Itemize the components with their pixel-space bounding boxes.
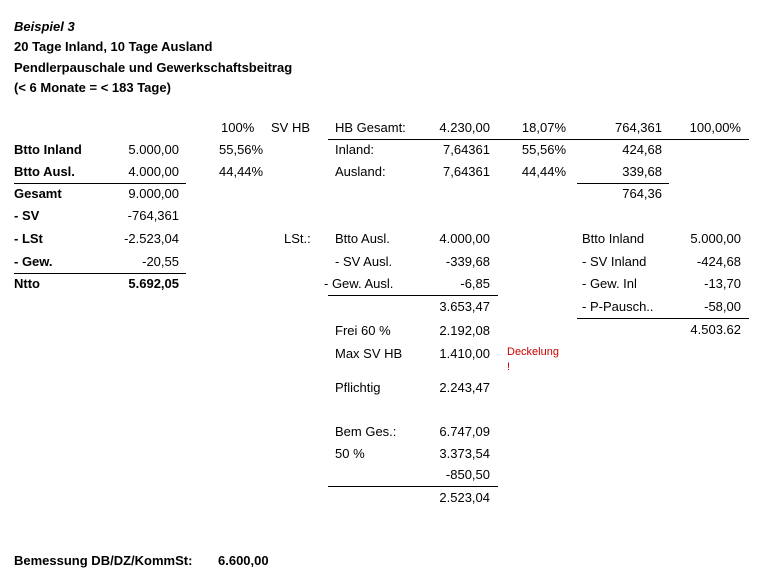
left-gew-value: -20,55 (142, 254, 179, 269)
hb-gesamt-label: HB Gesamt: (335, 120, 406, 135)
lst-btto-ausl-label: Btto Ausl. (335, 231, 390, 246)
right-sv-inland-label: - SV Inland (582, 254, 647, 269)
left-net-rule (14, 273, 186, 274)
left-ntto-value: 5.692,05 (128, 276, 179, 291)
lst-minus-value: -850,50 (445, 467, 490, 482)
header-line-3: (< 6 Monate = < 183 Tage) (14, 80, 171, 95)
mid-ausland-value: 7,64361 (443, 164, 490, 179)
mid-sv-sum: 764,36 (622, 186, 662, 201)
ratio-inland: 55,56% (219, 142, 264, 157)
lst-sv-ausl-label: - SV Ausl. (335, 254, 393, 269)
right-ppausch-label: - P-Pausch.. (582, 299, 654, 314)
lst-total: 2.523,04 (439, 490, 490, 505)
lst-max-sv-value: 1.410,00 (439, 346, 490, 361)
lst-gew-ausl-label: - Gew. Ausl. (324, 276, 394, 291)
lst-bem-label: Bem Ges.: (335, 424, 397, 439)
left-gew-label: - Gew. (14, 254, 53, 269)
left-lst-label: - LSt (14, 231, 43, 246)
lst-bem-value: 6.747,09 (439, 424, 490, 439)
right-total: 4.503.62 (690, 322, 741, 337)
lst-subtotal-rule (328, 295, 498, 296)
ratio-ausland: 44,44% (219, 164, 264, 179)
left-btto-inland-value: 5.000,00 (128, 142, 179, 157)
deckelung-exclamation: ! (507, 361, 511, 373)
left-lst-value: -2.523,04 (124, 231, 179, 246)
sv-total-value: 764,361 (615, 120, 662, 135)
right-btto-inland-value: 5.000,00 (690, 231, 741, 246)
sv-hb-label: SV HB (271, 120, 311, 135)
mid-inland-value: 7,64361 (443, 142, 490, 157)
left-gesamt-label: Gesamt (14, 186, 62, 201)
lst-sv-ausl-value: -339,68 (445, 254, 490, 269)
example-title: Beispiel 3 (14, 19, 75, 34)
left-btto-inland-label: Btto Inland (14, 142, 82, 157)
footer-label: Bemessung DB/DZ/KommSt: (14, 553, 193, 568)
right-total-rule (577, 318, 749, 319)
deckelung-note: Deckelung (507, 346, 559, 358)
hb-gesamt-value: 4.230,00 (439, 120, 490, 135)
left-gesamt-value: 9.000,00 (128, 186, 179, 201)
mid-inland-sv: 424,68 (622, 142, 662, 157)
right-gew-inl-value: -13,70 (704, 276, 741, 291)
header-line-2: Pendlerpauschale und Gewerkschaftsbeitrag (14, 60, 293, 75)
lst-pflichtig-label: Pflichtig (335, 380, 381, 395)
left-btto-ausl-value: 4.000,00 (128, 164, 179, 179)
mid-ausland-label: Ausland: (335, 164, 386, 179)
mid-inland-pct: 55,56% (521, 142, 566, 157)
pct-1807: 18,07% (521, 120, 566, 135)
lst-total-rule (328, 486, 498, 487)
left-btto-ausl-label: Btto Ausl. (14, 164, 75, 179)
top-rule (328, 139, 749, 140)
lst-fifty-label: 50 % (335, 446, 365, 461)
right-ppausch-value: -58,00 (704, 299, 741, 314)
mid-ausland-pct: 44,44% (521, 164, 566, 179)
lst-gew-ausl-value: -6,85 (460, 276, 490, 291)
mid-inland-label: Inland: (335, 142, 375, 157)
header-line-1: 20 Tage Inland, 10 Tage Ausland (14, 39, 213, 54)
lst-fifty-value: 3.373,54 (439, 446, 490, 461)
left-sv-value: -764,361 (127, 208, 179, 223)
lst-label: LSt.: (284, 231, 311, 246)
lst-subtotal: 3.653,47 (439, 299, 490, 314)
left-sum-rule (14, 183, 186, 184)
lst-max-sv-label: Max SV HB (335, 346, 403, 361)
footer-value: 6.600,00 (218, 553, 269, 568)
lst-frei-value: 2.192,08 (439, 323, 490, 338)
pct-total: 100,00% (689, 120, 741, 135)
right-btto-inland-label: Btto Inland (582, 231, 645, 246)
lst-frei-label: Frei 60 % (335, 323, 391, 338)
mid-ausland-sv: 339,68 (622, 164, 662, 179)
right-sv-inland-value: -424,68 (696, 254, 741, 269)
mid-sv-rule (577, 183, 669, 184)
lst-pflichtig-value: 2.243,47 (439, 380, 490, 395)
lst-btto-ausl-value: 4.000,00 (439, 231, 490, 246)
pct-100: 100% (221, 120, 255, 135)
left-ntto-label: Ntto (14, 276, 40, 291)
right-gew-inl-label: - Gew. Inl (582, 276, 637, 291)
left-sv-label: - SV (14, 208, 40, 223)
